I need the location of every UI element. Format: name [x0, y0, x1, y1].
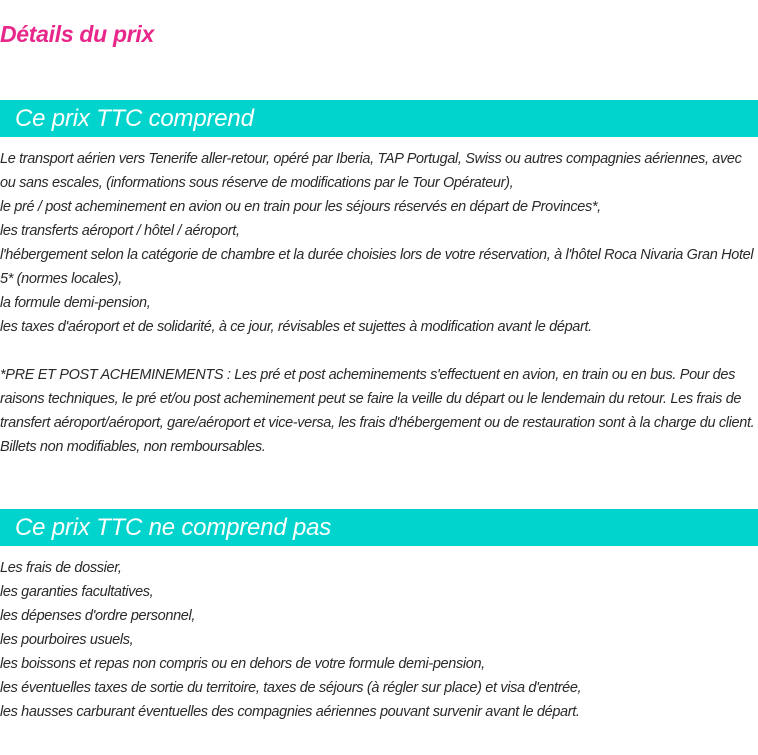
excludes-section-header — [0, 509, 758, 546]
page-title: Détails du prix — [0, 21, 154, 47]
excludes-item-drinks-meals: les boissons et repas non compris ou en dehors de votre formule demi-pension, — [0, 656, 485, 672]
pre-post-note-block — [0, 363, 756, 459]
includes-item-pre-post: le pré / post acheminement en avion ou en train pour les séjours réservés en départ de Provinces*, — [0, 199, 601, 215]
excludes-item-exit-taxes: les éventuelles taxes de sortie du territoire, taxes de séjours (à régler sur place) et visa d'entrée, — [0, 680, 582, 696]
excludes-item-guarantees: les garanties facultatives, — [0, 584, 154, 600]
excludes-heading: Ce prix TTC ne comprend pas — [15, 514, 332, 541]
includes-item-half-board: la formule demi-pension, — [0, 295, 151, 311]
excludes-item-personal-expenses: les dépenses d'ordre personnel, — [0, 608, 196, 624]
includes-section-header — [0, 100, 758, 137]
pre-post-note: *PRE ET POST ACHEMINEMENTS : Les pré et post acheminements s'effectuent en avion, en train ou en bus. Pour des raisons techniques, le pré et/ou post acheminement peut se faire la veille du départ ou le lendemain du retour. Les frais de transfert aéroport/aéroport, gare/aéroport et vice-versa, les frais d'hébergement ou de restauration sont à la charge du client. Billets non modifiables, non remboursables. — [0, 367, 755, 455]
excludes-list — [0, 556, 756, 724]
includes-heading: Ce prix TTC comprend — [15, 105, 254, 132]
includes-list — [0, 147, 756, 339]
excludes-item-tips: les pourboires usuels, — [0, 632, 134, 648]
includes-item-transfers: les transferts aéroport / hôtel / aéroport, — [0, 223, 240, 239]
excludes-item-file-fees: Les frais de dossier, — [0, 560, 122, 576]
includes-item-accommodation: l'hébergement selon la catégorie de chambre et la durée choisies lors de votre réservation, à l'hôtel Roca Nivaria Gran Hotel 5* (normes locales), — [0, 247, 754, 287]
includes-item-taxes: les taxes d'aéroport et de solidarité, à ce jour, révisables et sujettes à modification avant le départ. — [0, 319, 592, 335]
excludes-item-fuel-surcharge: les hausses carburant éventuelles des compagnies aériennes pouvant survenir avant le départ. — [0, 704, 580, 720]
includes-item-transport: Le transport aérien vers Tenerife aller-retour, opéré par Iberia, TAP Portugal, Swiss ou autres compagnies aériennes, avec ou sans escales, (informations sous réserve de modifications par le Tour Opérateur), — [0, 151, 742, 191]
